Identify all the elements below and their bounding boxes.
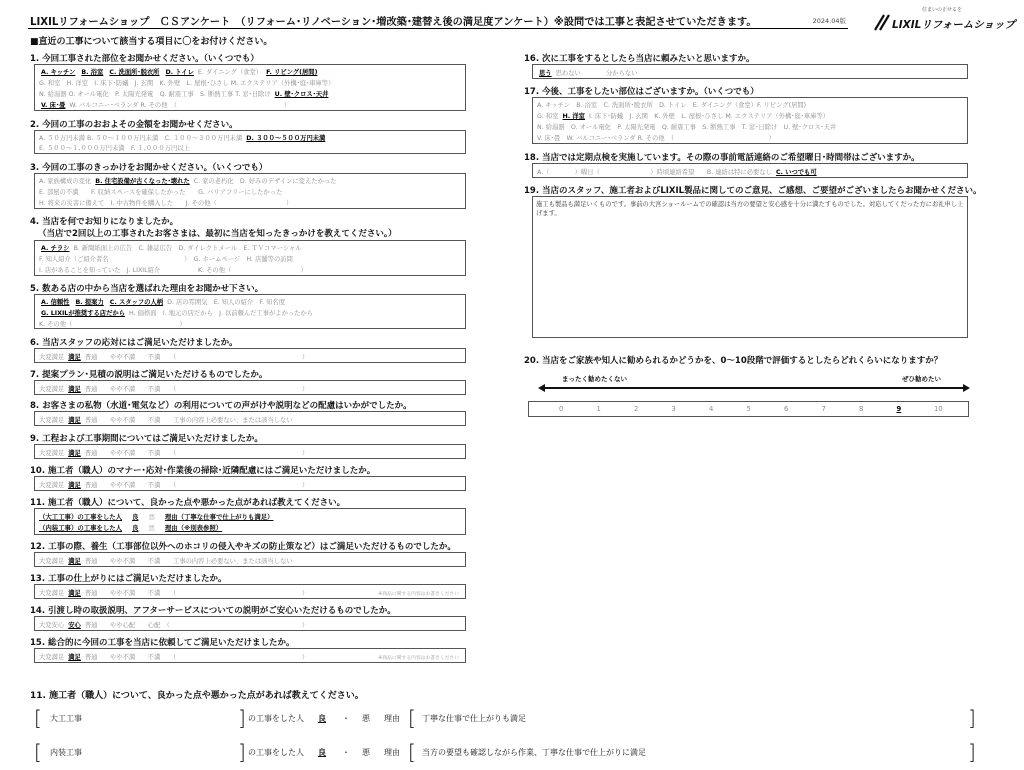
q5-option-g[interactable]: G. LIXILが推奨する店だから xyxy=(41,310,125,317)
q4-line1: A. チラシ B. 新聞紙面上の広告 C. 雑誌広告 D. ダイレクトメール E. ＴＶコマーシャル xyxy=(41,245,302,252)
q4-box xyxy=(34,240,466,276)
q1-option-c[interactable]: C. 洗面所･脱衣所 xyxy=(109,69,160,76)
q5-title: 5. 数ある店の中から当店を選ばれた理由をお聞かせ下さい。 xyxy=(30,284,264,294)
q6-box: 大変満足 満足 普通 やや不満 不満 （ ） xyxy=(34,348,466,363)
q13-note: ※商品に関する内容はお書きください xyxy=(378,592,459,597)
bracket-open-icon: [ xyxy=(408,740,416,764)
form-header xyxy=(28,10,848,29)
q17-box xyxy=(532,97,968,144)
q8-title: 8. お客さまの私物（水道･電気など）の利用についての声がけや説明などの配慮はいかがでしたか。 xyxy=(30,401,412,411)
q4-line2: F. 知人紹介（ご紹介者名 ） G. ホームページ H. 店舗等の訪問 xyxy=(39,256,293,263)
row2-kind: 内装工事 xyxy=(50,748,82,757)
q8-box: 大変満足 満足 普通 やや不満 不満 工事の内容上必要ない、または該当しない xyxy=(34,411,466,426)
q20-high-label: ぜひ勧めたい xyxy=(902,375,941,383)
q10-box: 大変満足 満足 普通 やや不満 不満 （ ） xyxy=(34,476,466,491)
q20-score-3[interactable]: 3 xyxy=(671,405,676,413)
q18-title: 18. 当店では定期点検を実施しています。その際の事前電話連絡のご希望曜日･時間帯はございますか。 xyxy=(524,153,920,163)
q20-score-4[interactable]: 4 xyxy=(709,405,714,413)
row1-good[interactable]: 良 xyxy=(318,714,326,723)
q6-title: 6. 当店スタッフの応対にはご満足いただけましたか。 xyxy=(30,338,238,348)
q3-line1: A. 家族構成の変化 B. 住宅設備が古くなった･壊れた C. 家の老朽化 D. 好みのデザインに変えたかった xyxy=(39,178,337,185)
row1-reason-label: 理由 xyxy=(384,714,400,723)
row1-reason-text: 丁寧な仕事で仕上がりも満足 xyxy=(422,714,526,723)
q11-box xyxy=(34,508,466,535)
q5-option-a[interactable]: A. 信頼性 xyxy=(41,299,70,306)
q20-title: 20. 当店をご家族や知人に勧められるかどうかを、0～10段階で評価するとしたらどれくらいになりますか？ xyxy=(524,356,943,366)
q17-line4: V. 床･畳 W. バルコニー･ベランダ R. その他 （ ） xyxy=(537,135,775,142)
logo-tagline: 住まいの正せるを xyxy=(922,7,963,13)
q20-scale-box xyxy=(528,401,969,417)
q20-score-5[interactable]: 5 xyxy=(746,405,751,413)
q8-answer[interactable]: 満足 xyxy=(68,417,81,424)
q11-good-2[interactable]: 良 xyxy=(132,524,139,532)
q19-comment-box[interactable] xyxy=(532,196,968,338)
instructions: ■直近の工事について該当する項目に〇をお付けください。 xyxy=(30,37,273,47)
row2-sep: ・ xyxy=(342,748,350,757)
row1-kind: 大工工事 xyxy=(50,714,82,723)
q6-answer[interactable]: 満足 xyxy=(68,354,81,361)
q12-title: 12. 工事の際、養生（工事部位以外へのホコリの侵入やキズの防止策など）はご満足いただけるものでしたか。 xyxy=(30,542,456,552)
q4-line3: I. 店があることを知っていた J. LIXIL紹介 K. その他（ ） xyxy=(39,267,307,274)
bracket-close-icon: ] xyxy=(968,706,976,730)
q2-option-d[interactable]: D. ３００～５００万円未満 xyxy=(246,135,326,142)
q19-title: 19. 当店のスタッフ、施工者およびLIXIL製品に関してのご意見、ご感想、ご要望がございましたらお聞かせください。 xyxy=(524,186,982,196)
form-version: 2024.04版 xyxy=(812,17,846,25)
q15-box: 大変満足 満足 普通 やや不満 不満 （ ） ※商品に関する内容はお書きください xyxy=(34,648,466,663)
q1-line1 xyxy=(39,67,319,76)
q12-answer[interactable]: 満足 xyxy=(68,558,81,565)
q3-title: 3. 今回の工事のきっかけをお聞かせください。（いくつでも） xyxy=(30,163,268,173)
q14-title: 14. 引渡し時の取扱説明、アフターサービスについての説明がご安心いただけるものでしたか。 xyxy=(30,606,396,616)
q13-answer[interactable]: 満足 xyxy=(68,590,81,597)
logo-name: LIXILリフォームショップ xyxy=(892,19,1016,31)
q17-option-h[interactable]: H. 洋室 xyxy=(562,113,585,120)
q11-row-carpentry: （大工工事）の工事をした人 良 悪 理由（丁寧な仕事で仕上がりも満足） xyxy=(39,513,274,521)
q10-answer[interactable]: 満足 xyxy=(68,482,81,489)
q5-line1: A. 信頼性 B. 提案力 C. スタッフの人柄 D. 店の雰囲気 E. 知人の紹介 F. 知名度 xyxy=(41,299,285,306)
q2-title: 2. 今回の工事のおおよその金額をお聞かせください。 xyxy=(30,120,238,130)
q3-line3: H. 将来の災害に備えて I. 中古物件を購入した J. その他（ ） xyxy=(39,200,293,207)
section11-row-1 xyxy=(30,708,980,734)
q1-option-v[interactable]: V. 床･畳 xyxy=(41,102,66,109)
row2-reason-text: 当方の要望も確認しながら作業、丁寧な仕事で仕上がりに満足 xyxy=(422,748,646,757)
q4-title: 4. 当店を何でお知りになりましたか。 xyxy=(30,217,179,227)
row1-sep: ・ xyxy=(342,714,350,723)
q20-score-0[interactable]: 0 xyxy=(559,405,564,413)
q20-low-label: まったく勧めたくない xyxy=(562,375,627,383)
section11-title: 11. 施工者（職人）について、良かった点や悪かった点があれば教えてください。 xyxy=(30,691,364,701)
q2-line2: E. ５００～１,０００万円未満 F. １,０００万円以上 xyxy=(39,145,190,152)
bracket-open-icon: [ xyxy=(34,706,42,730)
row1-bad[interactable]: 悪 xyxy=(362,714,370,723)
row2-reason-label: 理由 xyxy=(384,748,400,757)
q2-line1: A. ５０万円未満 B. ５０～１００万円未満 C. １００～３００万円未満 D. ３００～５００万円未満 xyxy=(39,135,326,142)
q20-score-8[interactable]: 8 xyxy=(859,405,864,413)
q12-box: 大変満足 満足 普通 やや不満 不満 工事の内容上必要ない、または該当しない xyxy=(34,552,466,567)
q16-title: 16. 次に工事をするとしたら当店に頼みたいと思いますか。 xyxy=(524,54,755,64)
section11-row-2 xyxy=(30,742,980,768)
q17-line2: G. 和室 H. 洋室 I. 床下･防蟻 J. 玄関 K. 外壁 L. 屋根･ひさし M. エクステリア（外構･庭･車庫等） xyxy=(537,113,830,120)
q4-option-a[interactable]: A. チラシ xyxy=(41,245,70,252)
bracket-close-icon: ] xyxy=(238,740,246,764)
q18-box: A.（ ）曜日（ ）時頃連絡希望 B. 連絡は特に必要なし C. いつでも可 xyxy=(532,163,968,178)
q3-option-b[interactable]: B. 住宅設備が古くなった･壊れた xyxy=(95,178,190,185)
q20-scale-arrow xyxy=(538,384,970,392)
q1-line2: G. 和室 H. 洋室 I. 床下･防蟻 J. 玄関 K. 外壁 L. 屋根･ひさし M. エクステリア（外構･庭･車庫等） xyxy=(39,80,335,87)
q17-line1: A. キッチン B. 浴室 C. 洗面所･脱衣所 D. トイレ E. ダイニング（食堂）F. リビング(居間) xyxy=(537,102,807,109)
q13-box: 大変満足 満足 普通 やや不満 不満 （ ） ※商品に関する内容はお書きください xyxy=(34,584,466,599)
q5-line3: K. その他（ ） xyxy=(39,321,186,328)
q16-answer[interactable]: 思う xyxy=(539,70,552,77)
q4-subtitle: （当店で2回以上の工事されたお客さまは、最初に当店を知ったきっかけを教えてください。） xyxy=(38,229,397,239)
q1-line3: N. 給湯器 O. オール電化 P. 太陽光発電 Q. 耐震工事 S. 断熱工事 T. 窓･日除け U. 壁･クロス･天井 xyxy=(39,91,329,98)
row2-good[interactable]: 良 xyxy=(318,748,326,757)
q9-title: 9. 工程および工事期間についてはご満足いただけましたか。 xyxy=(30,434,263,444)
q18-answer[interactable]: C. いつでも可 xyxy=(775,169,817,176)
q9-answer[interactable]: 満足 xyxy=(68,450,81,457)
logo-swoosh-icon xyxy=(872,12,892,32)
q17-line3: N. 給湯器 O. オール電化 P. 太陽光発電 Q. 耐震工事 S. 断熱工事 T. 窓･日除け U. 壁･クロス･天井 xyxy=(537,124,837,131)
q16-box: 思う 思わない 分からない xyxy=(532,64,968,79)
bracket-close-icon: ] xyxy=(968,740,976,764)
q3-box xyxy=(34,173,466,209)
row2-label: の工事をした人 xyxy=(248,748,304,757)
q20-score-1[interactable]: 1 xyxy=(596,405,601,413)
q7-box: 大変満足 満足 普通 やや不満 不満 （ ） xyxy=(34,380,466,395)
q20-score-9[interactable]: 9 xyxy=(896,405,902,413)
q3-line2: E. 部屋の不満 F. 収納スペースを確保したかった G. バリアフリーにしたかった xyxy=(39,189,283,196)
q1-option-a[interactable]: A. キッチン xyxy=(41,69,76,76)
row2-bad[interactable]: 悪 xyxy=(362,748,370,757)
q5-line2: G. LIXILが推奨する店だから H. 価格面 I. 地元の店だから J. 以前頼んだ工事がよかったから xyxy=(41,310,314,317)
q13-title: 13. 工事の仕上がりにはご満足いただけましたか。 xyxy=(30,574,227,584)
q1-option-d[interactable]: D. トイレ xyxy=(165,69,194,76)
q20-score-7[interactable]: 7 xyxy=(821,405,826,413)
form-title: LIXILリフォームショップ ＣＳアンケート （リフォーム･リノベーション･増改築･建替え後の満足度アンケート）※設問では工事と表記させていただきます。 xyxy=(30,17,757,28)
q20-score-10[interactable]: 10 xyxy=(934,405,943,413)
q5-box xyxy=(34,294,466,329)
q5-option-c[interactable]: C. スタッフの人柄 xyxy=(109,299,164,306)
q15-title: 15. 総合的に今回の工事を当店に依頼してご満足いただけましたか。 xyxy=(30,638,295,648)
q11-row-interior: （内装工事）の工事をした人 良 悪 理由（※別表参照） xyxy=(39,524,223,532)
q1-box xyxy=(34,64,466,111)
q11-title: 11. 施工者（職人）について、良かった点や悪かった点があれば教えてください。 xyxy=(30,498,346,508)
q20-score-2[interactable]: 2 xyxy=(634,405,639,413)
q1-option-e[interactable]: E. ダイニング（食堂） xyxy=(197,69,263,76)
q14-answer[interactable]: 安心 xyxy=(68,622,81,629)
q14-box: 大変安心 安心 普通 やや心配 心配 （ ） xyxy=(34,616,466,631)
q19-comment-text: 施工も製品も満足いくものです。事前の大宮ショールームでの確認は当方の要望と安心感を十分に満たすものでした。対応してくだった方にお礼申し上げます。 xyxy=(536,201,964,217)
q1-line4: V. 床･畳 W. バルコニー･ベランダ R. その他 （ ） xyxy=(41,102,291,109)
q11-good-1[interactable]: 良 xyxy=(132,513,139,521)
q1-option-b[interactable]: B. 浴室 xyxy=(81,69,104,76)
q7-title: 7. 提案プラン･見積の説明はご満足いただけるものでしたか。 xyxy=(30,370,268,380)
q10-title: 10. 施工者（職人）のマナー･応対･作業後の掃除･近隣配慮にはご満足いただけましたか。 xyxy=(30,466,376,476)
q15-answer[interactable]: 満足 xyxy=(68,654,81,661)
q7-answer[interactable]: 満足 xyxy=(68,386,81,393)
bracket-close-icon: ] xyxy=(238,706,246,730)
q1-option-u[interactable]: U. 壁･クロス･天井 xyxy=(274,91,329,98)
lixil-logo xyxy=(872,6,1016,32)
q9-box: 大変満足 満足 普通 やや不満 不満 （ ） xyxy=(34,444,466,459)
q2-box xyxy=(34,130,466,154)
q17-title: 17. 今後、工事をしたい部位はございますか。（いくつでも） xyxy=(524,87,759,97)
row1-label: の工事をした人 xyxy=(248,714,304,723)
bracket-open-icon: [ xyxy=(34,740,42,764)
q1-option-f[interactable]: F. リビング(居間) xyxy=(266,69,318,76)
q1-title: 1. 今回工事された部位をお聞かせください。（いくつでも） xyxy=(30,54,259,64)
q15-note: ※商品に関する内容はお書きください xyxy=(378,656,459,661)
q5-option-b[interactable]: B. 提案力 xyxy=(75,299,104,306)
q20-score-6[interactable]: 6 xyxy=(784,405,789,413)
bracket-open-icon: [ xyxy=(408,706,416,730)
